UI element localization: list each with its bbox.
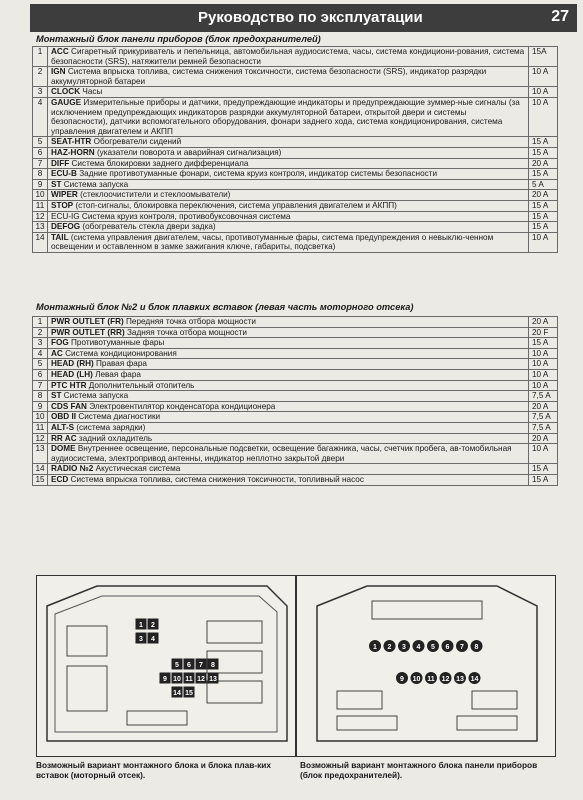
fuse-number: 1: [33, 317, 48, 328]
fuse-description: Система впрыска топлива, система снижения токсичности, топливный насос: [70, 474, 364, 484]
fuse-code: STOP: [51, 200, 74, 210]
fuse-code: PWR OUTLET (RR): [51, 327, 125, 337]
fuse-slot-number: 6: [445, 644, 450, 651]
fuse-slot-number: 8: [474, 644, 479, 651]
fuse-number: 2: [33, 327, 48, 338]
fuse-amperage: 7,5 A: [529, 412, 558, 423]
fuse-amperage: 15 A: [529, 200, 558, 211]
fuse-description: (стеклоочистители и стеклоомыватели): [80, 190, 231, 200]
fuse-code: WIPER: [51, 190, 78, 200]
table-row: [33, 444, 558, 464]
fuse-code: ST: [51, 179, 62, 189]
fuse-slot-number: 1: [373, 644, 377, 651]
fuse-description: (обогреватель стекла двери задка): [82, 222, 216, 232]
caption-left: Возможный вариант монтажного блока и блока плав-ких вставок (моторный отсек).: [36, 760, 271, 780]
fuse-description-cell: [48, 67, 529, 87]
table-row: [33, 464, 558, 475]
fuse-number: 2: [33, 67, 48, 87]
table-row: [33, 47, 558, 67]
fuse-description-cell: [48, 232, 529, 252]
table-row: [33, 391, 558, 402]
engine-bay-fuse-svg: [37, 576, 295, 756]
fuse-slot-number: 13: [209, 676, 217, 683]
fuse-description-cell: [48, 391, 529, 402]
fuse-description-cell: [48, 158, 529, 169]
caption-right: Возможный вариант монтажного блока панели приборов (блок предохранителей).: [300, 760, 538, 780]
table-row: [33, 348, 558, 359]
fuse-slot-number: 14: [173, 690, 181, 697]
fuse-description: (система управления двигателем, часы, противотуманные фары, система предупреждения о невыклю-ченном освещении и оставленном в замке зажигания ключе, габариты, подсветка): [51, 232, 494, 252]
fuse-description-cell: [48, 137, 529, 148]
fuse-description-cell: [48, 200, 529, 211]
fuse-description: ECU-IG Система круиз контроля, противобуксовочная система: [51, 211, 291, 221]
fuse-code: SEAT-HTR: [51, 137, 92, 147]
fuse-slot-number: 2: [151, 622, 155, 629]
section2-title: Монтажный блок №2 и блок плавких вставок (левая часть моторного отсека): [36, 302, 414, 312]
fuse-description: Обогреватели сидений: [93, 137, 182, 147]
table-row: [33, 179, 558, 190]
fuse-number: 9: [33, 179, 48, 190]
fuse-description-cell: [48, 169, 529, 180]
table-row: [33, 87, 558, 98]
fuse-number: 15: [33, 474, 48, 485]
fuse-description: Система впрыска топлива, система снижения токсичности, система безопасности (SRS), индикатор разрядки аккумуляторной батареи: [51, 67, 487, 86]
fuse-amperage: 10 A: [529, 444, 558, 464]
fuse-amperage: 7,5 A: [529, 422, 558, 433]
fuse-number: 14: [33, 464, 48, 475]
table-row: [33, 433, 558, 444]
fuse-number: 6: [33, 147, 48, 158]
fuse-slot-number: 5: [175, 662, 179, 669]
fuse-code: ALT-S: [51, 422, 75, 432]
fuse-code: ECD: [51, 474, 69, 484]
fuse-amperage: 15 A: [529, 464, 558, 475]
fuse-amperage: 15 A: [529, 222, 558, 233]
table-row: [33, 158, 558, 169]
fuse-slot-number: 12: [197, 676, 205, 683]
table-row: [33, 67, 558, 87]
fuse-number: 5: [33, 137, 48, 148]
fuse-number: 8: [33, 391, 48, 402]
fuse-amperage: 15 A: [529, 211, 558, 222]
section1-title: Монтажный блок панели приборов (блок предохранителей): [36, 34, 321, 44]
fuse-code: PTC HTR: [51, 380, 87, 390]
fuse-code: RADIO №2: [51, 464, 94, 474]
fuse-number: 7: [33, 380, 48, 391]
fuse-code: ST: [51, 391, 62, 401]
fuse-code: IGN: [51, 67, 66, 77]
fuse-description-cell: [48, 190, 529, 201]
fuse-slot-number: 4: [416, 644, 421, 651]
fuse-description-cell: [48, 147, 529, 158]
fuse-description: Система запуска: [63, 179, 129, 189]
fuse-amperage: 20 F: [529, 327, 558, 338]
fuse-slot-number: 11: [427, 676, 435, 683]
fuse-description: Дополнительный отопитель: [88, 380, 195, 390]
fuse-description-cell: [48, 211, 529, 222]
fuse-code: GAUGE: [51, 97, 82, 107]
fuse-slot-number: 10: [173, 676, 181, 683]
fuse-description-cell: [48, 327, 529, 338]
fuse-description-cell: [48, 348, 529, 359]
fuse-slot-number: 9: [163, 676, 167, 683]
fuse-slot-number: 4: [151, 636, 155, 643]
fuse-code: HEAD (LH): [51, 369, 93, 379]
fuse-number: 3: [33, 338, 48, 349]
fuse-description: Система блокировки заднего дифференциала: [71, 158, 249, 168]
page-number: 27: [551, 8, 569, 25]
fuse-description-cell: [48, 47, 529, 67]
fuse-table-instrument-panel: [32, 46, 558, 253]
fuse-description: Измерительные приборы и датчики, предупреждающие индикаторы и предупреждающие зуммер-ные сигналы (за исключением предупреждающих индикаторов разрядки аккумуляторной батареи, открытой двери и системы безопасности), датчики вспомогательного оборудования, фонари заднего хода, система кондиционирования, система управления двигателем и АКПП: [51, 97, 520, 136]
fuse-amperage: 15 A: [529, 474, 558, 485]
table-row: [33, 359, 558, 370]
table-row: [33, 222, 558, 233]
table-row: [33, 422, 558, 433]
fuse-code: TAIL: [51, 232, 69, 242]
fuse-code: CDS FAN: [51, 401, 87, 411]
fuse-code: RR AC: [51, 433, 77, 443]
fuse-number: 10: [33, 190, 48, 201]
fuse-slot-number: 3: [139, 636, 143, 643]
fuse-slot-number: 5: [431, 644, 435, 651]
engine-bay-fuse-diagram: [36, 575, 296, 757]
fuse-description: Противотуманные фары: [71, 338, 165, 348]
fuse-slot-number: 15: [185, 690, 193, 697]
page-header: [30, 4, 577, 32]
fuse-slot-number: 12: [441, 676, 450, 683]
fuse-slot-number: 14: [470, 676, 479, 683]
fuse-description: (указатели поворота и аварийная сигнализация): [96, 147, 282, 157]
fuse-number: 7: [33, 158, 48, 169]
fuse-amperage: 10 A: [529, 232, 558, 252]
fuse-description-cell: [48, 401, 529, 412]
fuse-number: 11: [33, 422, 48, 433]
fuse-slot-number: 9: [400, 676, 404, 683]
manual-title: Руководство по эксплуатации: [198, 9, 423, 26]
fuse-description-cell: [48, 464, 529, 475]
table-row: [33, 97, 558, 136]
fuse-number: 10: [33, 412, 48, 423]
fuse-description: Задние противотуманные фонари, система круиз контроля, индикатор системы безопасности: [79, 169, 438, 179]
fuse-description-cell: [48, 474, 529, 485]
fuse-amperage: 10 A: [529, 67, 558, 87]
fuse-description-cell: [48, 97, 529, 136]
fuse-slot-number: 11: [185, 676, 193, 683]
fuse-table-engine-bay: [32, 316, 558, 486]
fuse-slot-number: 7: [460, 644, 464, 651]
fuse-amperage: 10 A: [529, 369, 558, 380]
fuse-description-cell: [48, 317, 529, 328]
table-row: [33, 169, 558, 180]
fuse-slot-number: 1: [139, 622, 143, 629]
fuse-amperage: 20 A: [529, 190, 558, 201]
fuse-slot-number: 10: [412, 676, 421, 683]
fuse-description-cell: [48, 422, 529, 433]
fuse-number: 6: [33, 369, 48, 380]
fuse-slot-number: 3: [402, 644, 406, 651]
fuse-code: DIFF: [51, 158, 70, 168]
fuse-code: HAZ-HORN: [51, 147, 95, 157]
fuse-description: Передняя точка отбора мощности: [126, 317, 256, 326]
fuse-code: DEFOG: [51, 222, 81, 232]
fuse-code: PWR OUTLET (FR): [51, 317, 124, 326]
fuse-description: Система запуска: [63, 391, 129, 401]
table-row: [33, 232, 558, 252]
fuse-amperage: 10 A: [529, 348, 558, 359]
fuse-code: FOG: [51, 338, 69, 348]
fuse-slot-number: 2: [387, 644, 392, 651]
fuse-number: 8: [33, 169, 48, 180]
fuse-description-cell: [48, 412, 529, 423]
fuse-amperage: 10 A: [529, 380, 558, 391]
fuse-description-cell: [48, 359, 529, 370]
fuse-number: 13: [33, 444, 48, 464]
fuse-description: Внутреннее освещение, персональные подсветки, освещение багажника, часы, счетчик пробега, ав-томобильная аудиосистема, электропривод антенны, индикатор неплотно закрытой двери: [51, 444, 512, 463]
fuse-code: ECU-B: [51, 169, 77, 179]
fuse-amperage: 20 A: [529, 158, 558, 169]
table-row: [33, 200, 558, 211]
table-row: [33, 369, 558, 380]
table-row: [33, 401, 558, 412]
fuse-number: 4: [33, 348, 48, 359]
fuse-description: Система кондиционирования: [65, 348, 177, 358]
fuse-description: задний охладитель: [78, 433, 153, 443]
fuse-number: 9: [33, 401, 48, 412]
fuse-description: Часы: [82, 87, 103, 97]
fuse-number: 13: [33, 222, 48, 233]
fuse-amperage: 20 A: [529, 433, 558, 444]
fuse-slot-number: 7: [199, 662, 203, 669]
table-row: [33, 338, 558, 349]
fuse-description-cell: [48, 433, 529, 444]
fuse-code: CLOCK: [51, 87, 81, 97]
table-row: [33, 317, 558, 328]
fuse-description-cell: [48, 179, 529, 190]
fuse-amperage: 15 A: [529, 169, 558, 180]
fuse-code: OBD II: [51, 412, 77, 422]
fuse-description-cell: [48, 380, 529, 391]
table-row: [33, 380, 558, 391]
fuse-code: HEAD (RH): [51, 359, 94, 369]
fuse-amperage: 5 A: [529, 179, 558, 190]
table-row: [33, 412, 558, 423]
fuse-amperage: 10 A: [529, 359, 558, 370]
fuse-amperage: 15 A: [529, 338, 558, 349]
fuse-description: Система диагностики: [78, 412, 161, 422]
fuse-number: 11: [33, 200, 48, 211]
fuse-description-cell: [48, 444, 529, 464]
instrument-panel-fuse-diagram: [296, 575, 556, 757]
fuse-description: Акустическая система: [95, 464, 181, 474]
fuse-number: 3: [33, 87, 48, 98]
fuse-description: Правая фара: [96, 359, 147, 369]
fuse-amperage: 15 A: [529, 147, 558, 158]
fuse-slot-number: 8: [211, 662, 215, 669]
table-row: [33, 327, 558, 338]
fuse-description-cell: [48, 222, 529, 233]
table-row: [33, 137, 558, 148]
fuse-description-cell: [48, 338, 529, 349]
fuse-description: Электровентилятор конденсатора кондиционера: [89, 401, 276, 411]
fuse-number: 12: [33, 433, 48, 444]
fuse-code: ACC: [51, 47, 69, 56]
fuse-number: 12: [33, 211, 48, 222]
fuse-slot-number: 6: [187, 662, 191, 669]
instrument-panel-fuse-svg: [297, 576, 555, 756]
fuse-number: 5: [33, 359, 48, 370]
fuse-amperage: 7,5 A: [529, 391, 558, 402]
fuse-description: Сигаретный прикуриватель и пепельница, автомобильная аудиосистема, часы, система кондициони-рования, система безопасности (SRS), натяжители ремней безопасности: [51, 47, 525, 66]
fuse-description: Задняя точка отбора мощности: [126, 327, 247, 337]
fuse-code: DOME: [51, 444, 76, 454]
fuse-amperage: 20 A: [529, 401, 558, 412]
fuse-amperage: 10 A: [529, 87, 558, 98]
fuse-number: 1: [33, 47, 48, 67]
table-row: [33, 474, 558, 485]
table-row: [33, 147, 558, 158]
fuse-number: 4: [33, 97, 48, 136]
table-row: [33, 190, 558, 201]
fuse-description-cell: [48, 369, 529, 380]
fuse-description: (система зарядки): [76, 422, 146, 432]
fuse-number: 14: [33, 232, 48, 252]
fuse-amperage: 10 A: [529, 97, 558, 136]
fuse-amperage: 20 A: [529, 317, 558, 328]
fuse-description: Левая фара: [95, 369, 141, 379]
fuse-description-cell: [48, 87, 529, 98]
fuse-slot-number: 13: [456, 676, 464, 683]
fuse-description: (стоп-сигналы, блокировка переключения, система управления двигателем и АКПП): [75, 200, 397, 210]
fuse-code: AC: [51, 348, 63, 358]
fuse-amperage: 15A: [529, 47, 558, 67]
table-row: [33, 211, 558, 222]
fuse-amperage: 15 A: [529, 137, 558, 148]
